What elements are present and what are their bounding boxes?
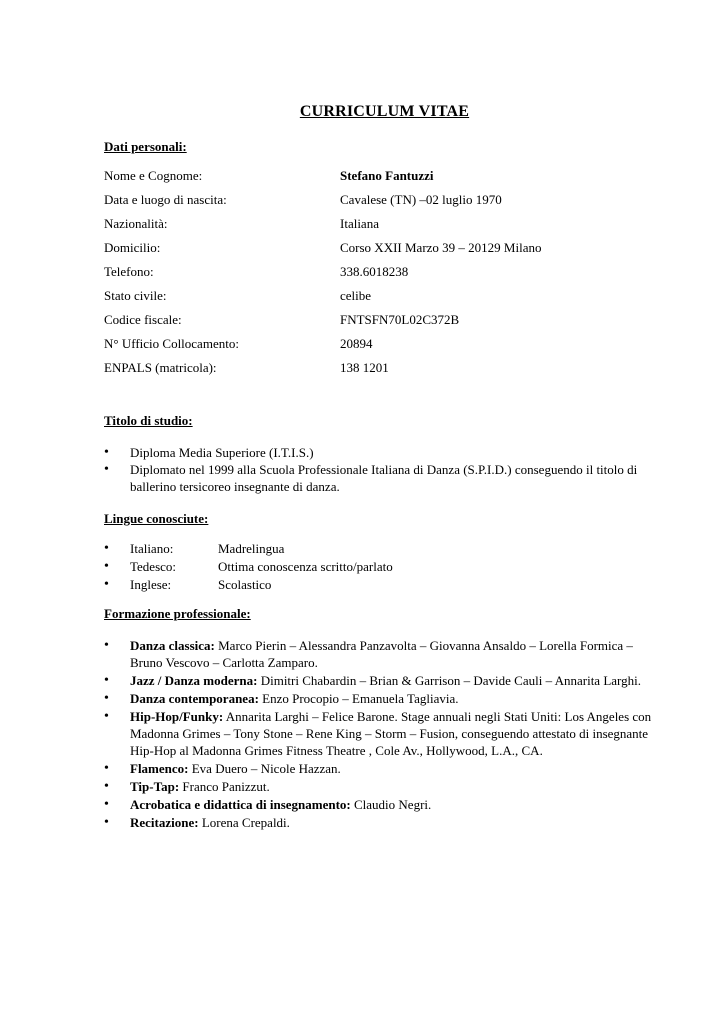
personal-row: [104, 312, 664, 336]
personal-row: [104, 192, 664, 216]
language-name: Inglese:: [130, 577, 172, 592]
personal-label: Domicilio:: [104, 240, 161, 255]
training-item: [104, 672, 660, 689]
training-label: Flamenco:: [130, 761, 189, 776]
training-item: [104, 796, 660, 813]
personal-label: Telefono:: [104, 264, 154, 279]
personal-value: Italiana: [340, 216, 379, 231]
personal-label: Codice fiscale:: [104, 312, 182, 327]
personal-label: ENPALS (matricola):: [104, 360, 217, 375]
training-label: Hip-Hop/Funky:: [130, 709, 224, 724]
training-text: Eva Duero – Nicole Hazzan.: [188, 761, 341, 776]
personal-label: Nazionalità:: [104, 216, 168, 231]
training-text: Franco Panizzut.: [179, 779, 270, 794]
personal-row: [104, 264, 664, 288]
training-text: Claudio Negri.: [350, 797, 432, 812]
personal-label: Stato civile:: [104, 288, 167, 303]
personal-label: Data e luogo di nascita:: [104, 192, 227, 207]
personal-row: [104, 336, 664, 360]
personal-value: Corso XXII Marzo 39 – 20129 Milano: [340, 240, 542, 255]
language-name: Tedesco:: [130, 559, 177, 574]
training-label: Jazz / Danza moderna:: [130, 673, 258, 688]
training-item: [104, 637, 660, 671]
training-label: Recitazione:: [130, 815, 199, 830]
personal-details: [104, 168, 664, 384]
education-item: • Diplomato nel 1999 alla Scuola Professionale Italiana di Danza (S.P.I.D.) conseguendo il titolo di ballerino tersicoreo insegnante di danza.: [104, 461, 660, 495]
language-level: Madrelingua: [218, 541, 285, 556]
personal-value: FNTSFN70L02C372B: [340, 312, 460, 327]
personal-value: 20894: [340, 336, 373, 351]
training-text: Annarita Larghi – Felice Barone. Stage annuali negli Stati Uniti: Los Angeles con Madonna Grimes – Tony Stone – Rene King – Storm – Fusion, conseguendo attestato di insegnante Hip-Hop al Madonna Grimes Fitness Theatre , Cole Av., Hollywood, L.A., CA.: [130, 709, 652, 758]
personal-value: Stefano Fantuzzi: [340, 168, 434, 183]
education-list: [104, 444, 660, 495]
personal-value: 338.6018238: [340, 264, 409, 279]
language-level: Scolastico: [218, 577, 272, 592]
education-heading: Titolo di studio:: [104, 413, 193, 428]
training-item: [104, 814, 660, 831]
training-item: [104, 708, 660, 759]
personal-row: [104, 288, 664, 312]
education-item: • Diploma Media Superiore (I.T.I.S.): [104, 444, 660, 461]
personal-value: 138 1201: [340, 360, 389, 375]
training-label: Danza classica:: [130, 638, 215, 653]
language-item: [104, 576, 660, 594]
training-heading: Formazione professionale:: [104, 606, 251, 621]
language-level: Ottima conoscenza scritto/parlato: [218, 559, 393, 574]
training-label: Tip-Tap:: [130, 779, 180, 794]
training-item: [104, 778, 660, 795]
personal-row: [104, 168, 664, 192]
language-item: [104, 540, 660, 558]
language-item: [104, 558, 660, 576]
personal-row: [104, 216, 664, 240]
training-label: Danza contemporanea:: [130, 691, 259, 706]
languages-heading: Lingue conosciute:: [104, 511, 209, 526]
document-title: CURRICULUM VITAE: [299, 103, 470, 120]
training-text: Enzo Procopio – Emanuela Tagliavia.: [258, 691, 459, 706]
training-item: [104, 690, 660, 707]
language-name: Italiano:: [130, 541, 174, 556]
personal-value: Cavalese (TN) –02 luglio 1970: [340, 192, 502, 207]
personal-value: celibe: [340, 288, 372, 303]
training-text: Lorena Crepaldi.: [198, 815, 290, 830]
personal-label: Nome e Cognome:: [104, 168, 203, 183]
training-text: Dimitri Chabardin – Brian & Garrison – Davide Cauli – Annarita Larghi.: [257, 673, 641, 688]
languages-list: [104, 540, 660, 594]
personal-row: [104, 240, 664, 264]
training-item: [104, 760, 660, 777]
training-label: Acrobatica e didattica di insegnamento:: [130, 797, 351, 812]
personal-row: [104, 360, 664, 384]
training-text: Marco Pierin – Alessandra Panzavolta – Giovanna Ansaldo – Lorella Formica – Bruno Vescovo – Carlotta Zamparo.: [130, 638, 633, 670]
personal-label: N° Ufficio Collocamento:: [104, 336, 239, 351]
training-list: [104, 637, 660, 832]
personal-heading: Dati personali:: [104, 139, 187, 154]
